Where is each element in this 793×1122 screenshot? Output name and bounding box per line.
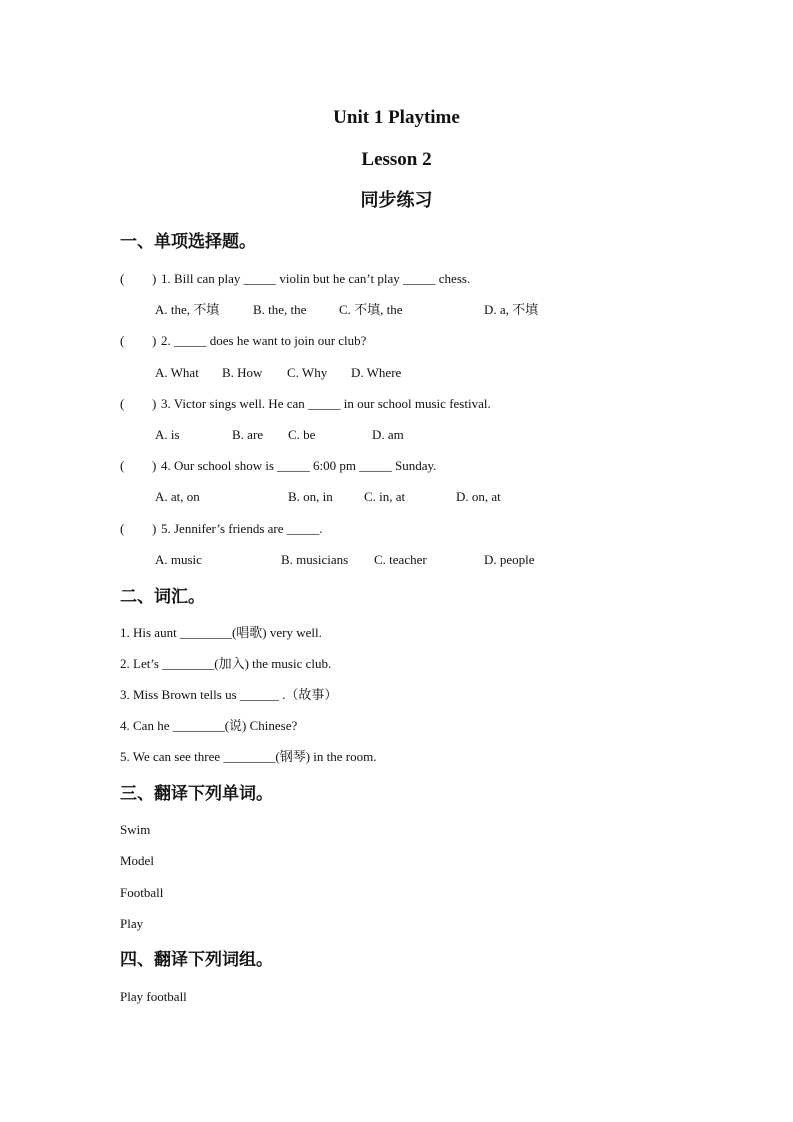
option: A. is — [155, 427, 180, 442]
option: C. 不填, the — [339, 302, 403, 317]
answer-paren-close: ) — [152, 458, 157, 473]
word-item: Swim — [120, 822, 151, 837]
word-item: Play — [120, 916, 144, 931]
option: C. in, at — [364, 489, 406, 504]
question-text: 2. _____ does he want to join our club? — [161, 333, 367, 348]
vocab-item: 1. His aunt ________(唱歌) very well. — [120, 625, 322, 640]
option: D. am — [372, 427, 404, 442]
vocab-item: 2. Let’s ________(加入) the music club. — [120, 656, 332, 671]
option: C. be — [288, 427, 316, 442]
vocab-item: 4. Can he ________(说) Chinese? — [120, 718, 298, 733]
option: C. Why — [287, 365, 328, 380]
question-text: 5. Jennifer’s friends are _____. — [161, 521, 323, 536]
answer-paren-close: ) — [152, 271, 157, 286]
answer-paren-close: ) — [152, 333, 157, 348]
option: D. Where — [351, 365, 402, 380]
option: B. musicians — [281, 552, 349, 567]
option: A. the, 不填 — [155, 302, 220, 317]
option: A. What — [155, 365, 199, 380]
option: D. a, 不填 — [484, 302, 539, 317]
answer-paren-close: ) — [152, 521, 157, 536]
word-item: Model — [120, 853, 154, 868]
option: B. the, the — [253, 302, 307, 317]
vocab-item: 3. Miss Brown tells us ______ .（故事） — [120, 687, 338, 702]
question-text: 3. Victor sings well. He can _____ in our school music festival. — [161, 396, 491, 411]
lesson-title: Lesson 2 — [361, 149, 432, 170]
option: B. on, in — [288, 489, 333, 504]
option: A. music — [155, 552, 202, 567]
option: D. people — [484, 552, 535, 567]
option: A. at, on — [155, 489, 200, 504]
phrase-item: Play football — [120, 989, 187, 1004]
answer-paren-open: ( — [120, 271, 125, 286]
option: D. on, at — [456, 489, 501, 504]
answer-paren-open: ( — [120, 396, 125, 411]
word-item: Football — [120, 885, 164, 900]
vocab-item: 5. We can see three ________(钢琴) in the room. — [120, 749, 377, 764]
option: C. teacher — [374, 552, 427, 567]
section-heading-choice: 一、单项选择题。 — [120, 232, 256, 252]
answer-paren-open: ( — [120, 458, 125, 473]
option: B. are — [232, 427, 264, 442]
answer-paren-open: ( — [120, 521, 125, 536]
section-heading-vocab: 二、词汇。 — [120, 587, 205, 607]
question-text: 4. Our school show is _____ 6:00 pm _____ Sunday. — [161, 458, 437, 473]
subtitle: 同步练习 — [360, 190, 433, 211]
question-text: 1. Bill can play _____ violin but he can’t play _____ chess. — [161, 271, 471, 286]
answer-paren-open: ( — [120, 333, 125, 348]
option: B. How — [222, 365, 263, 380]
page-title: Unit 1 Playtime — [333, 107, 460, 128]
section-heading-phrases: 四、翻译下列词组。 — [120, 950, 273, 970]
section-heading-words: 三、翻译下列单词。 — [120, 784, 273, 804]
answer-paren-close: ) — [152, 396, 157, 411]
